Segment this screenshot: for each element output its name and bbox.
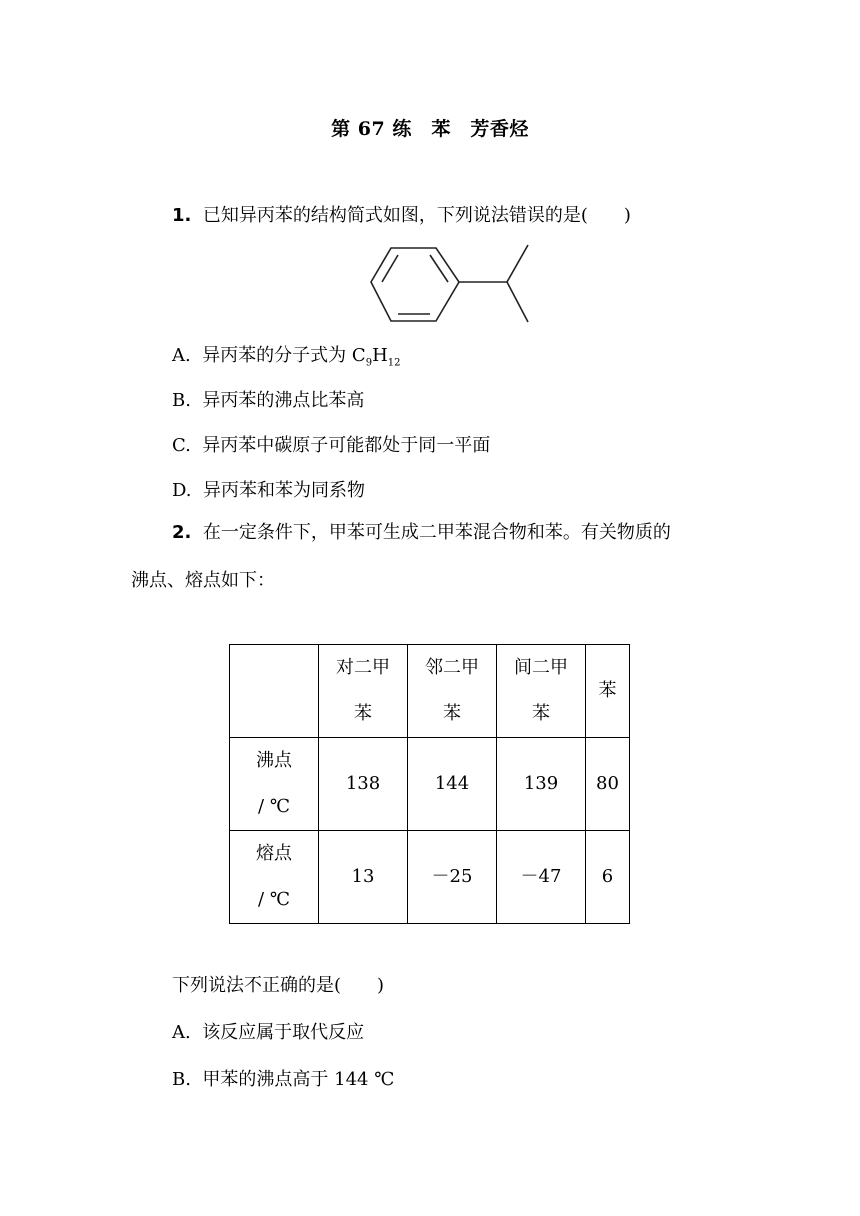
question-number: 1. — [172, 205, 192, 226]
question-1-stem — [172, 202, 631, 230]
q1-option-b[interactable]: B. 异丙苯的沸点比苯高 — [172, 390, 365, 411]
row-label: 沸点 / ℃ — [230, 738, 319, 831]
table-cell: 80 — [586, 738, 630, 831]
question-text: 已知异丙苯的结构简式如图，下列说法错误的是( ) — [202, 205, 631, 226]
table-cell: 144 — [408, 738, 497, 831]
table-header-cell: 对二甲 苯 — [319, 645, 408, 738]
table-cell: 138 — [319, 738, 408, 831]
table-cell: －47 — [497, 831, 586, 924]
q2-option-a[interactable]: A. 该反应属于取代反应 — [172, 1022, 365, 1043]
q1-option-c[interactable]: C. 异丙苯中碳原子可能都处于同一平面 — [172, 435, 491, 456]
question-2-stem-line1: 2. 在一定条件下，甲苯可生成二甲苯混合物和苯。有关物质的 — [172, 522, 671, 543]
isopropylbenzene-structure-icon — [368, 242, 538, 332]
table-header-cell: 邻二甲 苯 — [408, 645, 497, 738]
page-title: 第 67 练 苯 芳香烃 — [331, 118, 529, 140]
q2-option-b[interactable]: B. 甲苯的沸点高于 144 ℃ — [172, 1069, 395, 1090]
table-header-cell: 间二甲 苯 — [497, 645, 586, 738]
table-cell: 6 — [586, 831, 630, 924]
table-cell: 13 — [319, 831, 408, 924]
q1-option-d[interactable]: D. 异丙苯和苯为同系物 — [172, 480, 365, 501]
table-row — [230, 831, 630, 924]
question-number: 2. — [172, 522, 192, 543]
boiling-melting-point-table — [229, 644, 630, 924]
row-label: 熔点 / ℃ — [230, 831, 319, 924]
table-row — [230, 738, 630, 831]
table-header-cell: 苯 — [586, 645, 630, 738]
table-header-cell — [230, 645, 319, 738]
table-cell: 139 — [497, 738, 586, 831]
table-cell: －25 — [408, 831, 497, 924]
q1-option-a[interactable]: A. 异丙苯的分子式为 $C_9H_{12}$ — [172, 345, 401, 369]
question-2-stem-line2: 沸点、熔点如下： — [131, 570, 275, 591]
question-2-prompt: 下列说法不正确的是( ) — [172, 975, 385, 996]
